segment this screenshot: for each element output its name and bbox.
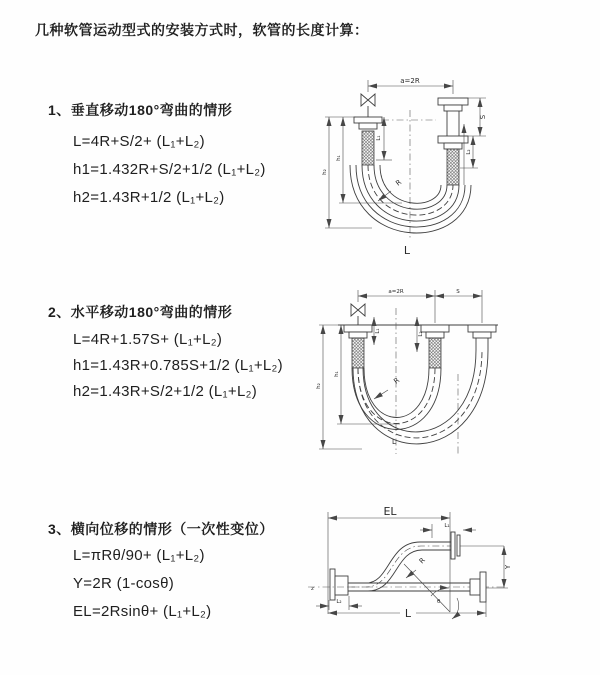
section-1-formula-l: L=4R+S/2+ (L₁+L₂) xyxy=(73,133,205,150)
valve-icon xyxy=(351,304,365,325)
dim-label-h1: h₁ xyxy=(336,155,342,161)
dim-l-total xyxy=(328,602,486,620)
dim-label-h2: h₂ xyxy=(316,383,322,389)
hose-curved-position xyxy=(348,542,451,591)
dim-label-s: S xyxy=(456,289,460,295)
dim-label-a2r: a=2R xyxy=(388,289,404,295)
diagram-horizontal-180-bend xyxy=(310,282,600,468)
right-flange xyxy=(470,572,486,602)
middle-flange xyxy=(421,325,449,368)
dim-label-h2: h₂ xyxy=(322,169,328,175)
dim-y xyxy=(486,546,512,588)
upper-flange xyxy=(451,532,504,559)
dim-label-l2: L₂ xyxy=(466,149,472,155)
dim-label-l1: L₁ xyxy=(376,135,382,141)
dim-label-l1: L₁ xyxy=(444,523,450,529)
section-1-formula-h1: h1=1.432R+S/2+1/2 (L₁+L₂) xyxy=(73,161,266,178)
left-flange xyxy=(330,569,348,600)
radius-leader xyxy=(378,178,403,201)
radius-leader xyxy=(374,376,401,399)
diagram-vertical-180-bend xyxy=(310,70,600,266)
dim-l2 xyxy=(417,317,424,352)
section-3-formula-y: Y=2R (1-cosθ) xyxy=(73,575,175,592)
diagram-lateral-displacement xyxy=(300,502,600,667)
dim-label-h1: h₁ xyxy=(334,371,340,377)
dim-l1 xyxy=(374,317,381,345)
valve-icon xyxy=(361,94,375,117)
dim-label-r: R xyxy=(392,376,402,386)
dim-label-l2: L₂ xyxy=(336,599,342,605)
section-3-heading: 3、横向位移的情形（一次性变位） xyxy=(48,521,274,537)
section-2-formula-h1: h1=1.43R+0.785S+1/2 (L₁+L₂) xyxy=(73,357,283,374)
axis-label-z: z xyxy=(311,586,314,592)
section-2-heading: 2、水平移动180°弯曲的情形 xyxy=(48,304,233,320)
hose-u-position-2 xyxy=(353,350,488,444)
angle-theta xyxy=(431,588,459,619)
dim-label-l: L xyxy=(404,607,412,620)
dim-label-l-total: L xyxy=(403,244,411,257)
dim-l1 xyxy=(420,523,476,538)
dim-label-s: S xyxy=(479,114,487,120)
radius-leader xyxy=(404,556,450,612)
right-flange-assembly xyxy=(438,98,468,185)
dim-label-l1: L₁ xyxy=(375,328,381,334)
dim-label-r: R xyxy=(394,178,404,188)
dim-label-a2r: a=2R xyxy=(400,77,420,85)
dim-label-l-total: L xyxy=(392,438,396,446)
page-title: 几种软管运动型式的安装方式时，软管的长度计算： xyxy=(35,22,369,38)
dim-label-theta: θ xyxy=(437,599,441,605)
dim-label-el: EL xyxy=(383,505,397,518)
section-2-formula-h2: h2=1.43R+S/2+1/2 (L₁+L₂) xyxy=(73,383,258,400)
dim-label-r: R xyxy=(417,556,427,566)
dim-el xyxy=(328,505,450,614)
right-flange xyxy=(468,325,496,350)
dim-l2 xyxy=(316,596,362,610)
left-flange xyxy=(344,325,372,368)
section-1-heading: 1、垂直移动180°弯曲的情形 xyxy=(48,102,233,118)
section-3-formula-el: EL=2Rsinθ+ (L₁+L₂) xyxy=(73,603,212,620)
section-1-formula-h2: h2=1.43R+1/2 (L₁+L₂) xyxy=(73,189,225,206)
dim-a2r xyxy=(358,289,482,323)
dim-label-l2: L₂ xyxy=(418,331,424,337)
dim-a2r xyxy=(368,77,453,94)
section-2-formula-l: L=4R+1.57S+ (L₁+L₂) xyxy=(73,331,223,348)
dim-label-y: Y xyxy=(504,564,512,570)
section-3-formula-l: L=πRθ/90+ (L₁+L₂) xyxy=(73,547,205,564)
